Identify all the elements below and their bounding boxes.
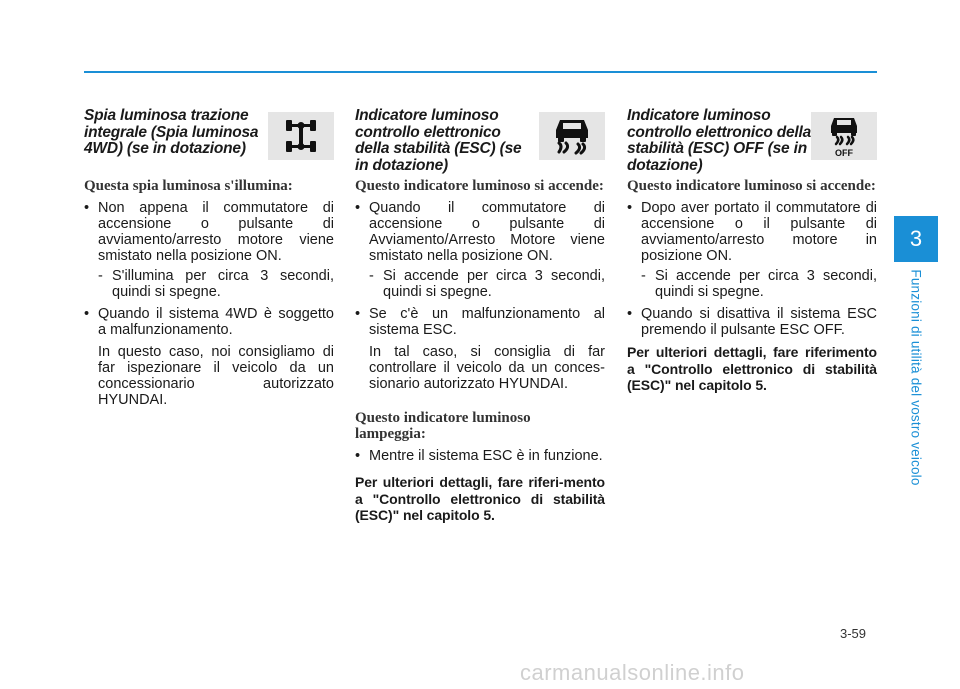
bullet-text: Se c'è un malfunzionamento al sistema ESC.: [369, 306, 605, 338]
page-number: 3-59: [840, 626, 867, 641]
list-item: [84, 200, 334, 300]
bullet-paragraph: In tal caso, si consiglia di far controllare il veicolo da un conces-sionario autorizzato HYUNDAI.: [369, 344, 605, 392]
bullet-list: [627, 200, 877, 338]
bullet-text: Quando si disattiva il sistema ESC premendo il pulsante ESC OFF.: [641, 306, 877, 338]
sub-item: - S'illumina per circa 3 secondi, quindi si spegne.: [98, 268, 334, 300]
section-title: Indicatore luminoso controllo elettronico della stabilità (ESC) (se in dotazione): [355, 107, 522, 174]
bullet-text: Non appena il commutatore di accensione o pulsante di avviamento/arresto motore viene smistato nella posizione ON.: [98, 200, 334, 264]
list-item: [355, 306, 605, 392]
sub-item: - Si accende per circa 3 secondi, quindi si spegne.: [369, 268, 605, 300]
list-item: [355, 448, 605, 464]
column-esc: [355, 108, 605, 524]
section-heading: Questo indicatore luminoso si accende:: [627, 178, 876, 194]
header-rule: [84, 71, 877, 73]
reference-note: Per ulteriori dettagli, fare riferimento a "Controllo elettronico di stabilità (ESC)" nel capitolo 5.: [627, 344, 877, 393]
bullet-text: Mentre il sistema ESC è in funzione.: [369, 448, 603, 464]
list-item: [84, 306, 334, 408]
list-item: [355, 200, 605, 300]
bullet-text: Quando il commutatore di accensione o pulsante di Avviamento/Arresto Motore viene smistato nella posizione ON.: [369, 200, 605, 264]
sub-item-text: Si accende per circa 3 secondi, quindi si spegne.: [655, 268, 877, 300]
section-header: [84, 108, 334, 178]
bullet-list: [84, 200, 334, 408]
bullet-text: Dopo aver portato il commutatore di accensione o il pulsante di avviamento/arresto motore in posizione ON.: [641, 200, 877, 264]
section-title: Spia luminosa trazione integrale (Spia luminosa 4WD) (se in dotazione): [84, 107, 259, 157]
chapter-title: Funzioni di utilità del vostro veicolo: [908, 269, 924, 486]
chapter-tab: 3: [894, 216, 938, 262]
section-header: [355, 108, 605, 178]
sub-item: - Si accende per circa 3 secondi, quindi si spegne.: [641, 268, 877, 300]
column-esc-off: [627, 108, 877, 394]
icon-label: OFF: [835, 148, 853, 158]
esc-off-icon: [811, 112, 877, 160]
sub-item-text: S'illumina per circa 3 secondi, quindi si spegne.: [112, 268, 334, 300]
section-header: [627, 108, 877, 178]
bullet-list: [355, 448, 605, 464]
column-4wd: [84, 108, 334, 414]
watermark: carmanualsonline.info: [520, 660, 745, 685]
4wd-drivetrain-icon: [268, 112, 334, 160]
section-heading: Questa spia luminosa s'illumina:: [84, 178, 293, 194]
section-heading: Questo indicatore luminoso lampeggia:: [355, 410, 531, 442]
sub-item-text: Si accende per circa 3 secondi, quindi si spegne.: [383, 268, 605, 300]
section-title: Indicatore luminoso controllo elettronico della stabilità (ESC) OFF (se in dotazione): [627, 107, 812, 174]
esc-car-skid-icon: [539, 112, 605, 160]
bullet-text: Quando il sistema 4WD è soggetto a malfunzionamento.: [98, 306, 334, 338]
reference-note: Per ulteriori dettagli, fare riferi-mento a "Controllo elettronico di stabilità (ESC)" nel capitolo 5.: [355, 474, 605, 523]
bullet-paragraph: In questo caso, noi consigliamo di far ispezionare il veicolo da un concessionario autorizzato HYUNDAI.: [98, 344, 334, 408]
list-item: [627, 306, 877, 338]
list-item: [627, 200, 877, 300]
section-heading: Questo indicatore luminoso si accende:: [355, 178, 604, 194]
bullet-list: [355, 200, 605, 392]
